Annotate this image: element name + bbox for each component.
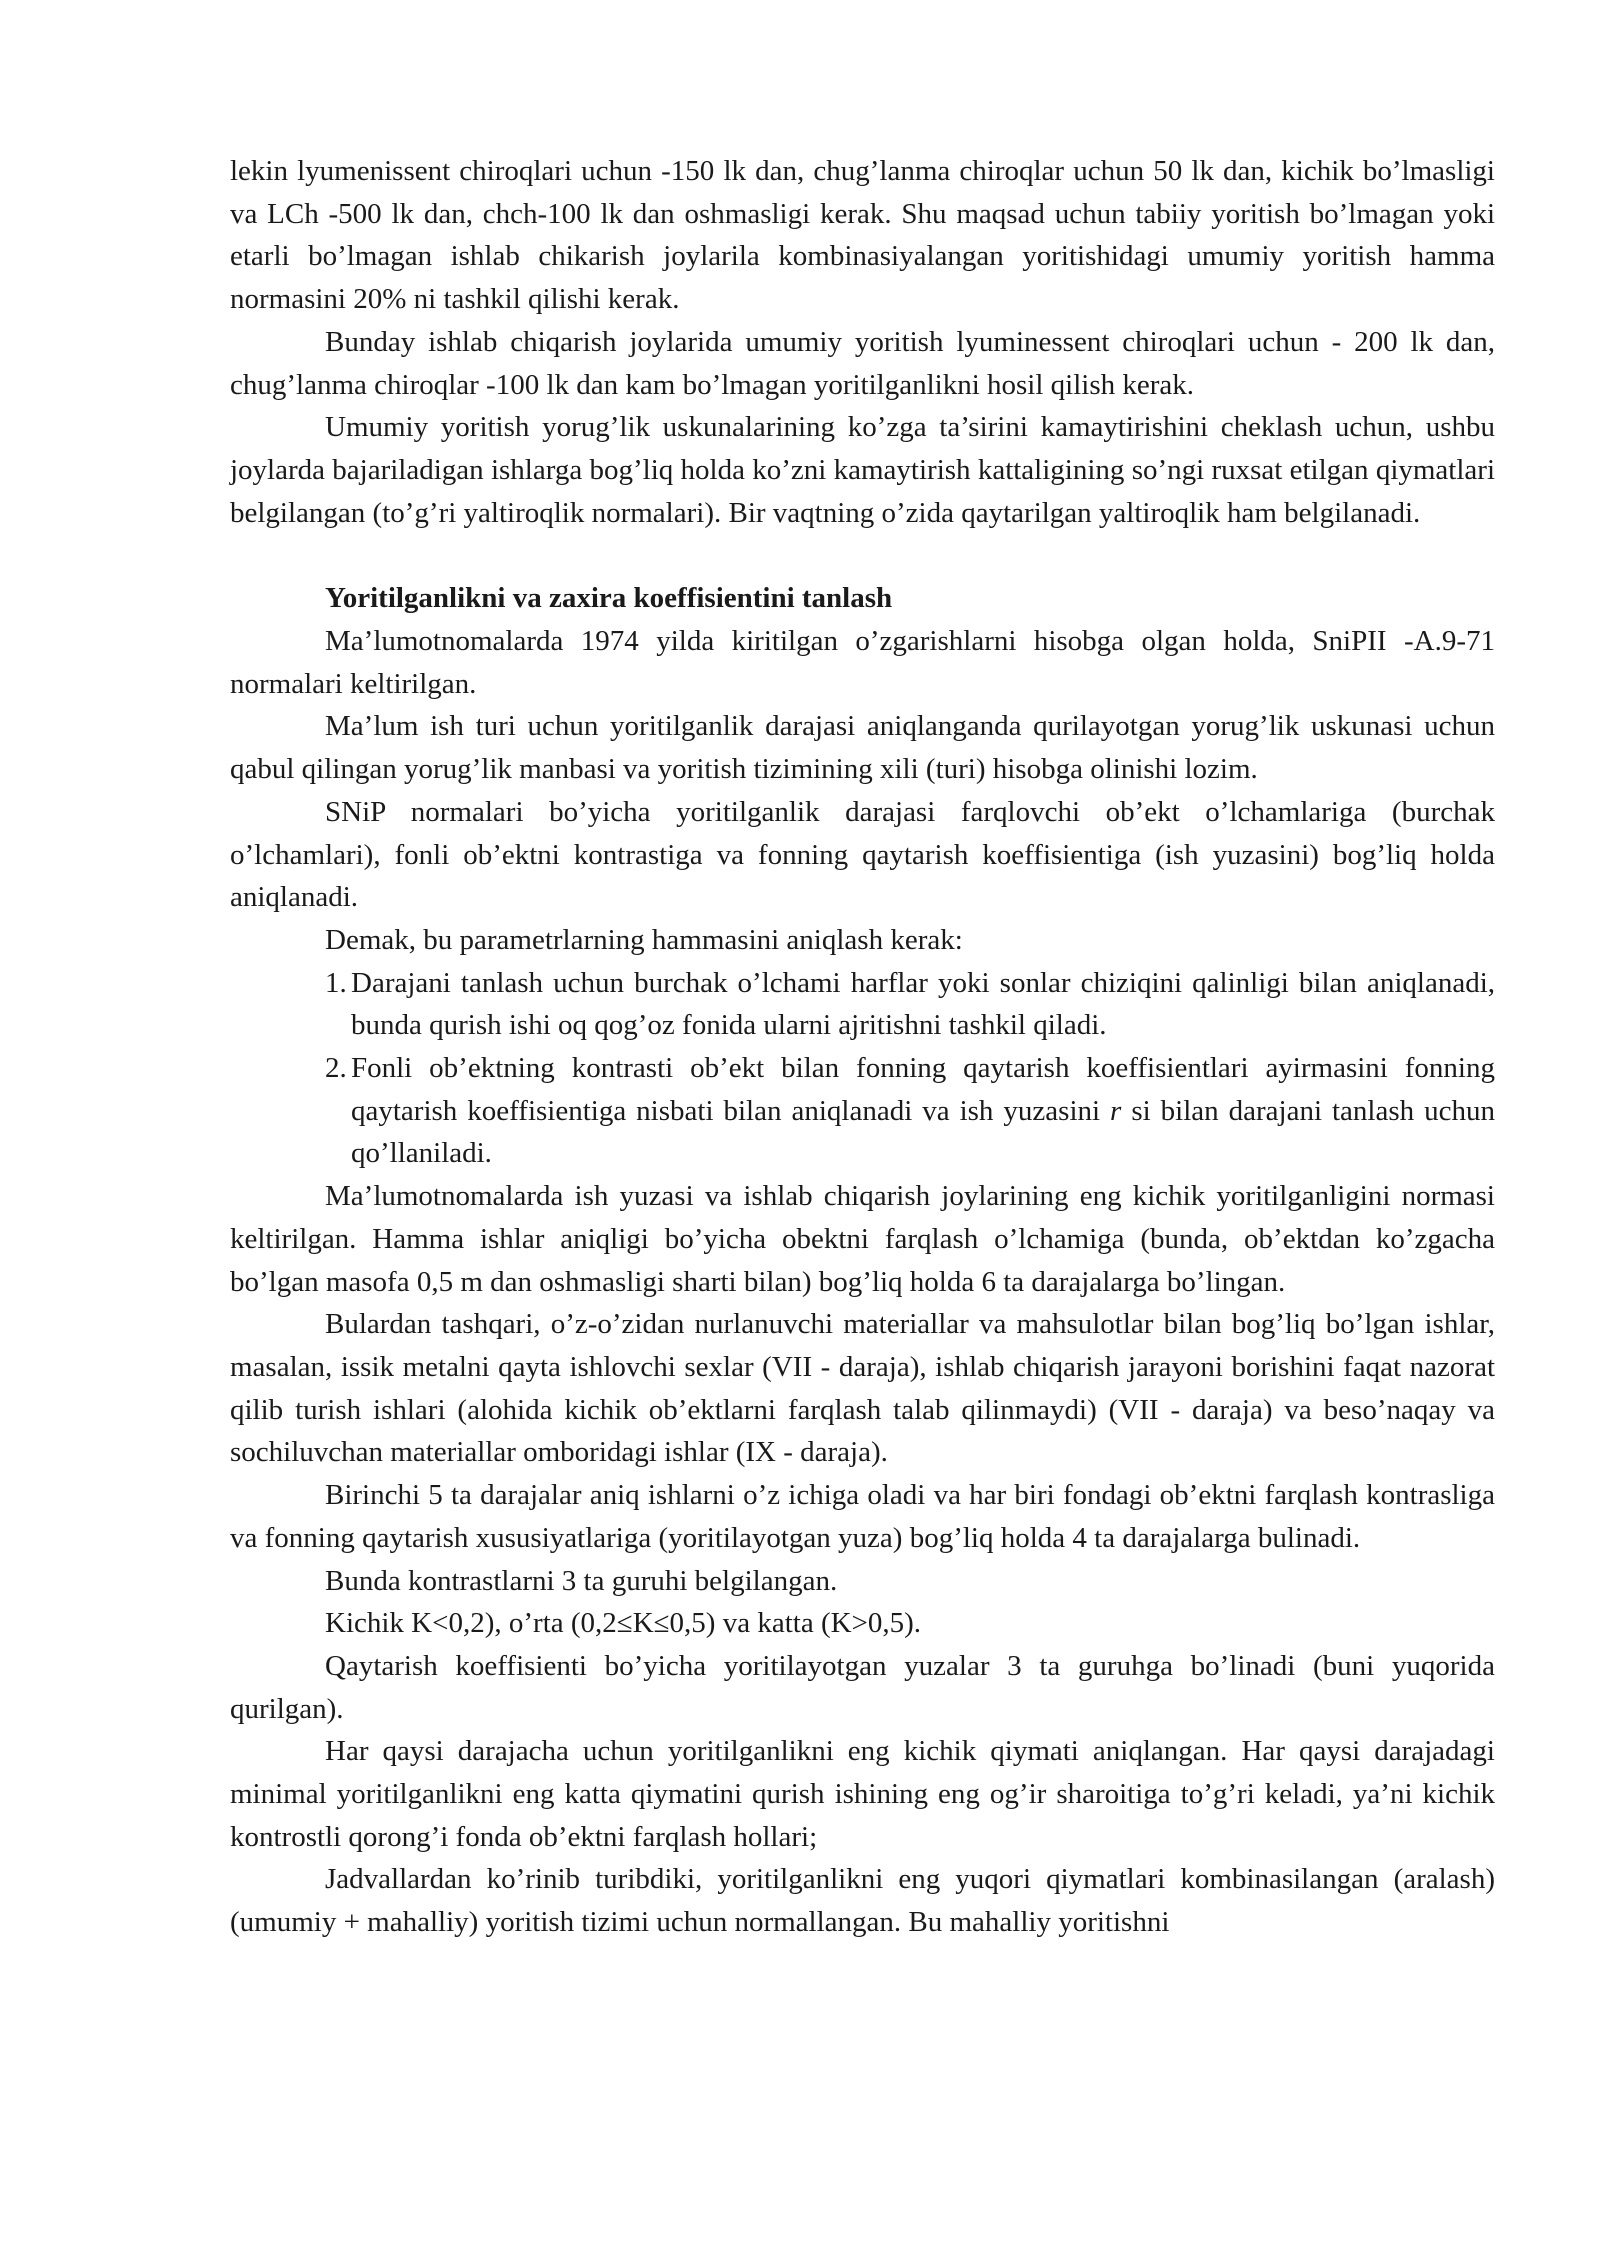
spacer bbox=[230, 534, 1495, 577]
paragraph: Kichik K<0,2), o’rta (0,2≤K≤0,5) va katta (K>0,5). bbox=[325, 1607, 922, 1640]
list-item-number: 1. bbox=[325, 966, 347, 999]
paragraph: Bunda kontrastlarni 3 ta guruhi belgilangan. bbox=[325, 1564, 838, 1597]
paragraph: SNiP normalari bo’yicha yoritilganlik darajasi farqlovchi ob’ekt o’lchamlariga (burchak o’lchamlari), fonli ob’ektni kontrastiga va fonning qaytarish koeffisientiga (ish yuzasini) bog’liq holda aniqlanadi. bbox=[230, 795, 1495, 914]
paragraph: Birinchi 5 ta darajalar aniq ishlarni o’z ichiga oladi va har biri fondagi ob’ektni farqlash kontrasliga va fonning qaytarish xususiyatlariga (yoritilayotgan yuza) bog’liq holda 4 ta darajalarga bulinadi. bbox=[230, 1479, 1495, 1554]
paragraph: Ma’lum ish turi uchun yoritilganlik darajasi aniqlanganda qurilayotgan yorug’lik uskunasi uchun qabul qilingan yorug’lik manbasi va yoritish tizimining xili (turi) hisobga olinishi lozim. bbox=[230, 710, 1495, 786]
list-item-text-part: si bilan darajani tanlash uchun qo’llaniladi. bbox=[351, 1094, 1495, 1170]
document-page bbox=[230, 150, 1495, 1944]
paragraph: Demak, bu parametrlarning hammasini aniqlash kerak: bbox=[325, 923, 963, 956]
list-item-text bbox=[351, 1047, 1495, 1175]
list-item bbox=[230, 1047, 1495, 1175]
paragraph: Jadvallardan ko’rinib turibdiki, yoritilganlikni eng yuqori qiymatlari kombinasilangan (aralash) (umumiy + mahalliy) yoritish tizimi uchun normallangan. Bu mahalliy yoritishni bbox=[230, 1863, 1495, 1939]
list-item-text: Darajani tanlash uchun burchak o’lchami harflar yoki sonlar chiziqini qalinligi bilan aniqlanadi, bunda qurish ishi oq qog’oz fonida ularni ajritishni tashkil qiladi. bbox=[351, 966, 1495, 1042]
section-heading: Yoritilganlikni va zaxira koeffisientini tanlash bbox=[325, 582, 893, 615]
paragraph: Bulardan tashqari, o’z-o’zidan nurlanuvchi materiallar va mahsulotlar bilan bog’liq bo’lgan ishlar, masalan, issik metalni qayta ishlovchi sexlar (VII - daraja), ishlab chiqarish jarayoni borishini faqat nazorat qilib turish ishlari (alohida kichik ob’ektlarni farqlash talab qilinmaydi) (VII - daraja) va beso’naqay va sochiluvchan materiallar omboridagi ishlar (IX - daraja). bbox=[230, 1308, 1495, 1469]
variable-r: r bbox=[1110, 1094, 1122, 1127]
paragraph: lekin lyumenissent chiroqlari uchun -150 lk dan, chug’lanma chiroqlar uchun 50 lk dan, kichik bo’lmasligi va LCh -500 lk dan, chch-100 lk dan oshmasligi kerak. Shu maqsad uchun tabiiy yoritish bo’lmagan yoki etarli bo’lmagan ishlab chikarish joylarila kombinasiyalangan yoritishidagi umumiy yoritish hamma normasini 20% ni tashkil qilishi kerak. bbox=[230, 155, 1495, 316]
paragraph: Qaytarish koeffisienti bo’yicha yoritilayotgan yuzalar 3 ta guruhga bo’linadi (buni yuqorida qurilgan). bbox=[230, 1649, 1495, 1725]
paragraph: Ma’lumotnomalarda 1974 yilda kiritilgan o’zgarishlarni hisobga olgan holda, SniPII -A.9-71 normalari keltirilgan. bbox=[230, 625, 1495, 700]
paragraph: Umumiy yoritish yorug’lik uskunalarining ko’zga ta’sirini kamaytirishini cheklash uchun, ushbu joylarda bajariladigan ishlarga bog’liq holda ko’zni kamaytirish kattaligining so’ngi ruxsat etilgan qiymatlari belgilangan (to’g’ri yaltiroqlik normalari). Bir vaqtning o’zida qaytarilgan yaltiroqlik ham belgilanadi. bbox=[230, 411, 1495, 529]
paragraph: Bunday ishlab chiqarish joylarida umumiy yoritish lyuminessent chiroqlari uchun - 200 lk dan, chug’lanma chiroqlar -100 lk dan kam bo’lmagan yoritilganlikni hosil qilish kerak. bbox=[230, 325, 1495, 401]
paragraph: Ma’lumotnomalarda ish yuzasi va ishlab chiqarish joylarining eng kichik yoritilganligini normasi keltirilgan. Hamma ishlar aniqligi bo’yicha obektni farqlash o’lchamiga (bunda, ob’ektdan ko’zgacha bo’lgan masofa 0,5 m dan oshmasligi sharti bilan) bog’liq holda 6 ta darajalarga bo’lingan. bbox=[230, 1180, 1495, 1298]
list-item bbox=[230, 962, 1495, 1047]
list-item-text-part: Fonli ob’ektning kontrasti ob’ekt bilan fonning qaytarish koeffisientlari ayirmasini fonning qaytarish koeffisientiga nisbati bilan aniqlanadi va ish yuzasini bbox=[351, 1052, 1495, 1127]
paragraph: Har qaysi darajacha uchun yoritilganlikni eng kichik qiymati aniqlangan. Har qaysi darajadagi minimal yoritilganlikni eng katta qiymatini qurish ishining eng og’ir sharoitiga to’g’ri keladi, ya’ni kichik kontrostli qorong’i fonda ob’ektni farqlash hollari; bbox=[230, 1735, 1495, 1853]
list-item-number: 2. bbox=[325, 1052, 347, 1085]
